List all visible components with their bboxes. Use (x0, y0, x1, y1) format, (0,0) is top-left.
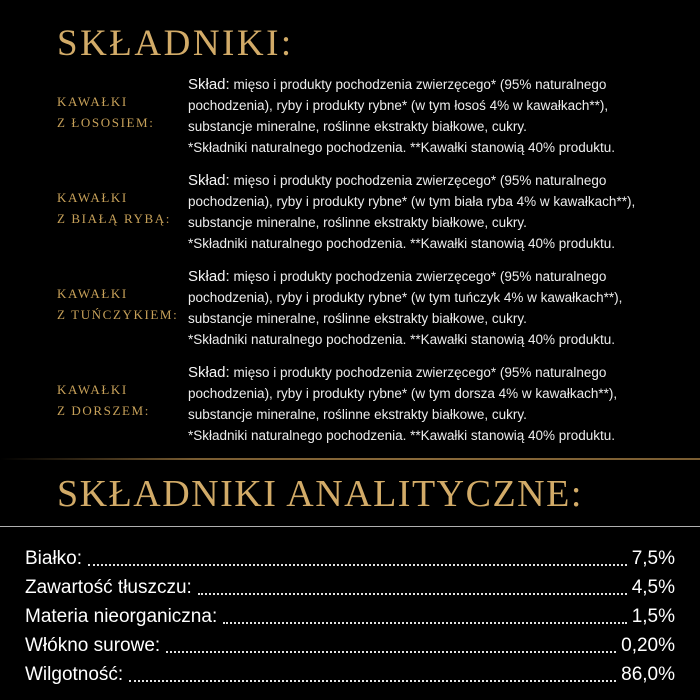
section-cod (57, 362, 700, 446)
analytical-row-protein (25, 542, 675, 571)
ingredients-body: mięso i produkty pochodzenia zwierzęcego* (95% naturalnego pochodzenia), ryby i produkty rybne* (w tym łosoś 4% w kawałkach**), substancje mineralne, roślinne ekstrakty białkowe, cukry. (188, 77, 609, 134)
dotted-leader (166, 651, 616, 653)
analytical-value: 7,5% (631, 548, 675, 569)
gold-divider-line (0, 458, 700, 460)
section-tuna (57, 266, 700, 350)
analytical-label: Zawartość tłuszczu: (25, 577, 192, 598)
analytical-value: 0,20% (621, 635, 675, 656)
analytical-row-moisture (25, 658, 675, 687)
analytical-row-fat (25, 571, 675, 600)
section-whitefish (57, 170, 700, 254)
variant-label-line: KAWAŁKI (57, 382, 128, 397)
analytical-value: 4,5% (631, 577, 675, 598)
analytical-label: Białko: (25, 548, 83, 569)
lead-word: Skład: (188, 76, 230, 93)
lead-word: Skład: (188, 172, 230, 189)
analytical-list (25, 542, 675, 687)
analytical-value: 1,5% (631, 606, 675, 627)
analytical-label: Materia nieorganiczna: (25, 606, 218, 627)
analytical-label: Włókno surowe: (25, 635, 161, 656)
ingredients-body: mięso i produkty pochodzenia zwierzęcego* (95% naturalnego pochodzenia), ryby i produkty rybne* (w tym biała ryba 4% w kawałkach**), substancje mineralne, roślinne ekstrakty białkowe, cukry. (188, 173, 636, 230)
ingredients-paragraph (188, 362, 675, 425)
variant-label-line: Z DORSZEM: (57, 403, 150, 418)
variant-label-line: KAWAŁKI (57, 190, 128, 205)
ingredients-paragraph (188, 170, 675, 233)
variant-label-tuna (57, 266, 188, 350)
ingredients-footnote: *Składniki naturalnego pochodzenia. **Kawałki stanowią 40% produktu. (188, 428, 616, 443)
ingredients-footnote: *Składniki naturalnego pochodzenia. **Kawałki stanowią 40% produktu. (188, 236, 616, 251)
variant-label-whitefish (57, 170, 188, 254)
analytical-value: 86,0% (621, 664, 675, 685)
variant-label-salmon (57, 74, 188, 158)
ingredient-sections (0, 74, 700, 446)
analytical-row-fibre (25, 629, 675, 658)
variant-label-line: Z BIAŁĄ RYBĄ: (57, 211, 171, 226)
ingredients-paragraph (188, 74, 675, 137)
dotted-leader (223, 622, 626, 624)
analytical-title: SKŁADNIKI ANALITYCZNE: (57, 473, 583, 515)
ingredients-body: mięso i produkty pochodzenia zwierzęcego* (95% naturalnego pochodzenia), ryby i produkty rybne* (w tym tuńczyk 4% w kawałkach**), substancje mineralne, roślinne ekstrakty białkowe, cukry. (188, 269, 623, 326)
ingredients-title: SKŁADNIKI: (57, 23, 294, 64)
ingredients-paragraph (188, 266, 675, 329)
ingredients-footnote: *Składniki naturalnego pochodzenia. **Kawałki stanowią 40% produktu. (188, 332, 616, 347)
section-salmon (57, 74, 700, 158)
variant-label-line: KAWAŁKI (57, 94, 128, 109)
variant-label-cod (57, 362, 188, 446)
ingredients-footnote: *Składniki naturalnego pochodzenia. **Kawałki stanowią 40% produktu. (188, 140, 616, 155)
variant-label-line: Z TUŃCZYKIEM: (57, 307, 179, 322)
lead-word: Skład: (188, 364, 230, 381)
lead-word: Skład: (188, 268, 230, 285)
ingredients-text-salmon (188, 74, 675, 158)
ingredients-body: mięso i produkty pochodzenia zwierzęcego* (95% naturalnego pochodzenia), ryby i produkty rybne* (w tym dorsza 4% w kawałkach**), substancje mineralne, roślinne ekstrakty białkowe, cukry. (188, 365, 618, 422)
ingredients-text-tuna (188, 266, 675, 350)
variant-label-line: KAWAŁKI (57, 286, 128, 301)
variant-label-line: Z ŁOSOSIEM: (57, 115, 155, 130)
ingredients-text-whitefish (188, 170, 675, 254)
ingredients-text-cod (188, 362, 675, 446)
dotted-leader (88, 564, 627, 566)
light-divider-line (0, 526, 700, 527)
analytical-row-ash (25, 600, 675, 629)
analytical-label: Wilgotność: (25, 664, 124, 685)
dotted-leader (198, 593, 627, 595)
dotted-leader (129, 680, 616, 682)
